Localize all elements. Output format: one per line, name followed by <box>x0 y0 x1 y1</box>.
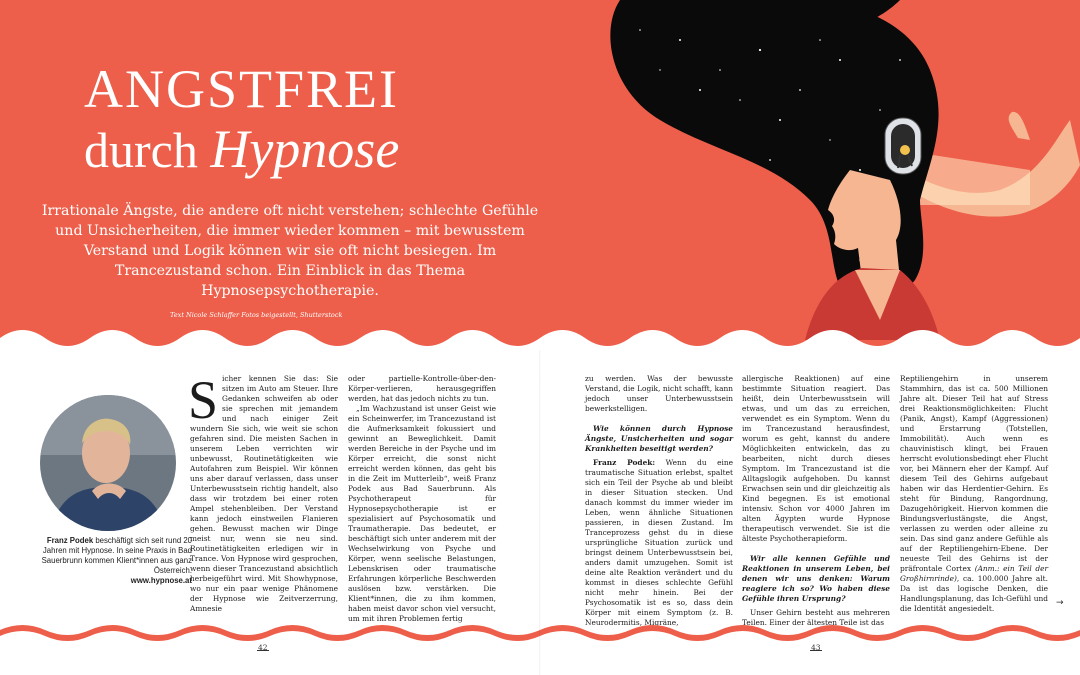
answer-1-text: Wenn du eine traumatische Situation erlebst, spaltet sich ein Teil der Psyche ab und bleibt in dieser Situation stecken. Und danach kommst du immer wieder im Leben, wenn ähnliche Situationen passieren, in diesen Zustand. Im Tranceprozess gehst du in diese ursprüngliche Situation zurück und bringst deinem Unterbewusstsein bei, anders damit umzugehen. Somit ist deine alte Reaktion verändert und du kommst in dieses schlechte Gefühl nicht mehr hinein. Bei der Psychosomatik ist es so, dass dein Körper mit einem Symptom (z. B. Neurodermitis, Migräne, <box>585 458 733 627</box>
page-gutter <box>539 350 541 675</box>
photo-credit: Text Nicole Schlaffer Fotos beigestellt, Shutterstock <box>170 311 343 319</box>
caption-name: Franz Podek <box>46 536 94 545</box>
interview-question-1: Wie können durch Hypnose Ängste, Unsicherheiten und sogar Krankheiten beseitigt werden? <box>585 424 733 453</box>
answer-speaker: Franz Podek: <box>593 458 656 467</box>
author-caption <box>40 536 192 586</box>
text-column-2 <box>348 374 496 624</box>
column-4-para-1: allergische Reaktionen) auf eine bestimmte Situation reagiert. Das heißt, dein Unterbewusstsein will etwas, und um das zu erreichen, verwendet es ein Symptom. Wenn du im Trancezustand herausfindest, worum es geht, kannst du andere Möglichkeiten entwickeln, das zu bearbeiten, nicht durch dieses Symptom. Im Trancezustand ist die Alltagslogik aufgehoben. Du kannst Erwachsen sein und dir gleichzeitig als Kind begegnen. Es ist emotional intensiv. Schon vor 4000 Jahren im alten Ägypten wurde Hypnose therapeutisch verwendet. Sie ist die älteste Psychotherapieform. <box>742 374 890 543</box>
article-title <box>84 59 400 179</box>
page-number-left: 42 <box>258 643 268 652</box>
author-portrait <box>40 395 176 531</box>
column-3-para-1: zu werden. Was der bewusste Verstand, die Logik, nicht schafft, kann jedoch unser Unterbewusstsein bewerkstelligen. <box>585 374 733 413</box>
column-2-para-2: „Im Wachzustand ist unser Geist wie ein Scheinwerfer, im Trancezustand ist die Aufmerksamkeit fokussiert und gewinnt an Beweglichkeit. Damit werden Bereiche in der Psyche und im Körper erreicht, die sonst nicht erreicht werden können, das geht bis in die Zeit im Mutterleib“, weiß Franz Podek aus Bad Sauerbrunn. Als Psychotherapeut für Hypnosepsychotherapie ist er spezialisiert auf Psychosomatik und Traumatherapie. Das bedeutet, er beschäftigt sich unter anderem mit der Wechselwirkung von Psyche und Körper, wenn seelische Belastungen, Lebenskrisen oder traumatische Erfahrungen körperliche Beschwerden auslösen bzw. verstärken. Die Klient*innen, die zu ihm kommen, haben meist davor schon viel versucht, um mit ihren Problemen fertig <box>348 404 496 623</box>
caption-text: beschäftigt sich seit rund 20 Jahren mit Hypnose. In seine Praxis in Bad Sauerbrunn kommen Klient*innen aus ganz Österreich. <box>41 536 192 575</box>
title-line-1: ANGSTFREI <box>84 59 400 119</box>
continue-arrow: → <box>1056 598 1064 608</box>
title-durch: durch <box>84 122 211 178</box>
text-column-4 <box>742 374 890 628</box>
column-5-annotation: (Anm.: ein Teil der Großhirnrinde) <box>900 564 1049 583</box>
lead-paragraph: Irrationale Ängste, die andere oft nicht verstehen; schlechte Gefühle und Unsicherheiten, die immer wieder kommen – mit bewusstem Verstand und Logik können wir sie oft nicht besiegen. Im Trancezustand schon. Ein Einblick in das Thema Hypnosepsychotherapie. <box>41 203 539 299</box>
text-column-1 <box>188 370 338 614</box>
caption-url[interactable]: www.hypnose.at <box>130 576 192 585</box>
hypnosis-illustration <box>600 0 1080 340</box>
column-2-para-1: oder partielle-Kontrolle-über-den-Körper-verlieren, herausgegriffen werden, hat das jedoch nichts zu tun. <box>348 374 496 403</box>
text-column-3 <box>585 374 733 628</box>
title-hypnose: Hypnose <box>210 119 400 179</box>
column-4-para-2: Unser Gehirn besteht aus mehreren Teilen. Einer der ältesten Teile ist das <box>742 608 890 627</box>
title-line-2 <box>84 119 400 179</box>
column-5-para-1: Reptiliengehirn in unserem Stammhirn, das ist ca. 500 Millionen Jahre alt. Dieser Teil hat auf Stress drei Reaktionsmöglichkeiten: Flucht (Panik, Angst), Kampf (Aggressionen) und Erstarrung (Totstellen, Immobilität). Auch wenn es chauvinistisch klingt, bei Frauen herrscht evolutionsbedingt eher Flucht vor, bei Männern eher der Kampf. Auf diesem Teil des Gehirns aufgebaut haben wir das Herdentier-Gehirn. Es steht für Bindung, Rangordnung, Dazugehörigkeit. Hiervon kommen die Bindungsverlustängste, die Angst, verlassen zu werden oder alleine zu sein. Das sind ganz andere Gefühle als auf der Reptiliengehirn-Ebene. Der neueste Teil des Gehirns ist der präfrontale Cortex <box>900 374 1048 573</box>
drop-cap: S <box>188 370 219 430</box>
interview-question-2: Wir alle kennen Gefühle und Reaktionen in unserem Leben, bei denen wir uns denken: Warum reagiere ich so? Wo haben diese Gefühle ihren Ursprung? <box>742 554 890 603</box>
column-5-para-end: , ca. 100.000 Jahre alt. Da ist das logische Denken, die Handlungsplanung, das Ich-Gefühl und die Identität angesiedelt. <box>900 574 1048 613</box>
page-number-right: 43 <box>811 643 821 652</box>
column-1-body: icher kennen Sie das: Sie sitzen im Auto am Steuer. Ihre Gedanken schweifen ab oder sie sprechen mit jemandem und nach einiger Zeit wundern Sie sich, wie weit sie schon gefahren sind. Die meisten Sachen in unserem Leben verrichten wir unbewusst, Routinetätigkeiten wie Autofahren zum Beispiel. Wir können uns aber darauf verlassen, dass unser Unterbewusstsein richtig handelt, also dass wir trotzdem bei einer roten Ampel stehenbleiben. Der Verstand kann jedoch einstweilen Flanieren gehen. Bewusst machen wir Dinge meist nur, wenn sie neu sind. Routinetätigkeiten erledigen wir in Trance. Von Hypnose wird gesprochen, wenn dieser Trancezustand absichtlich herbeigeführt wird. Mit Showhypnose, wo nur ein paar wenige Phänomene der Hypnose wie Zeitverzerrung, Amnesie <box>190 374 338 613</box>
text-column-5 <box>900 374 1048 614</box>
